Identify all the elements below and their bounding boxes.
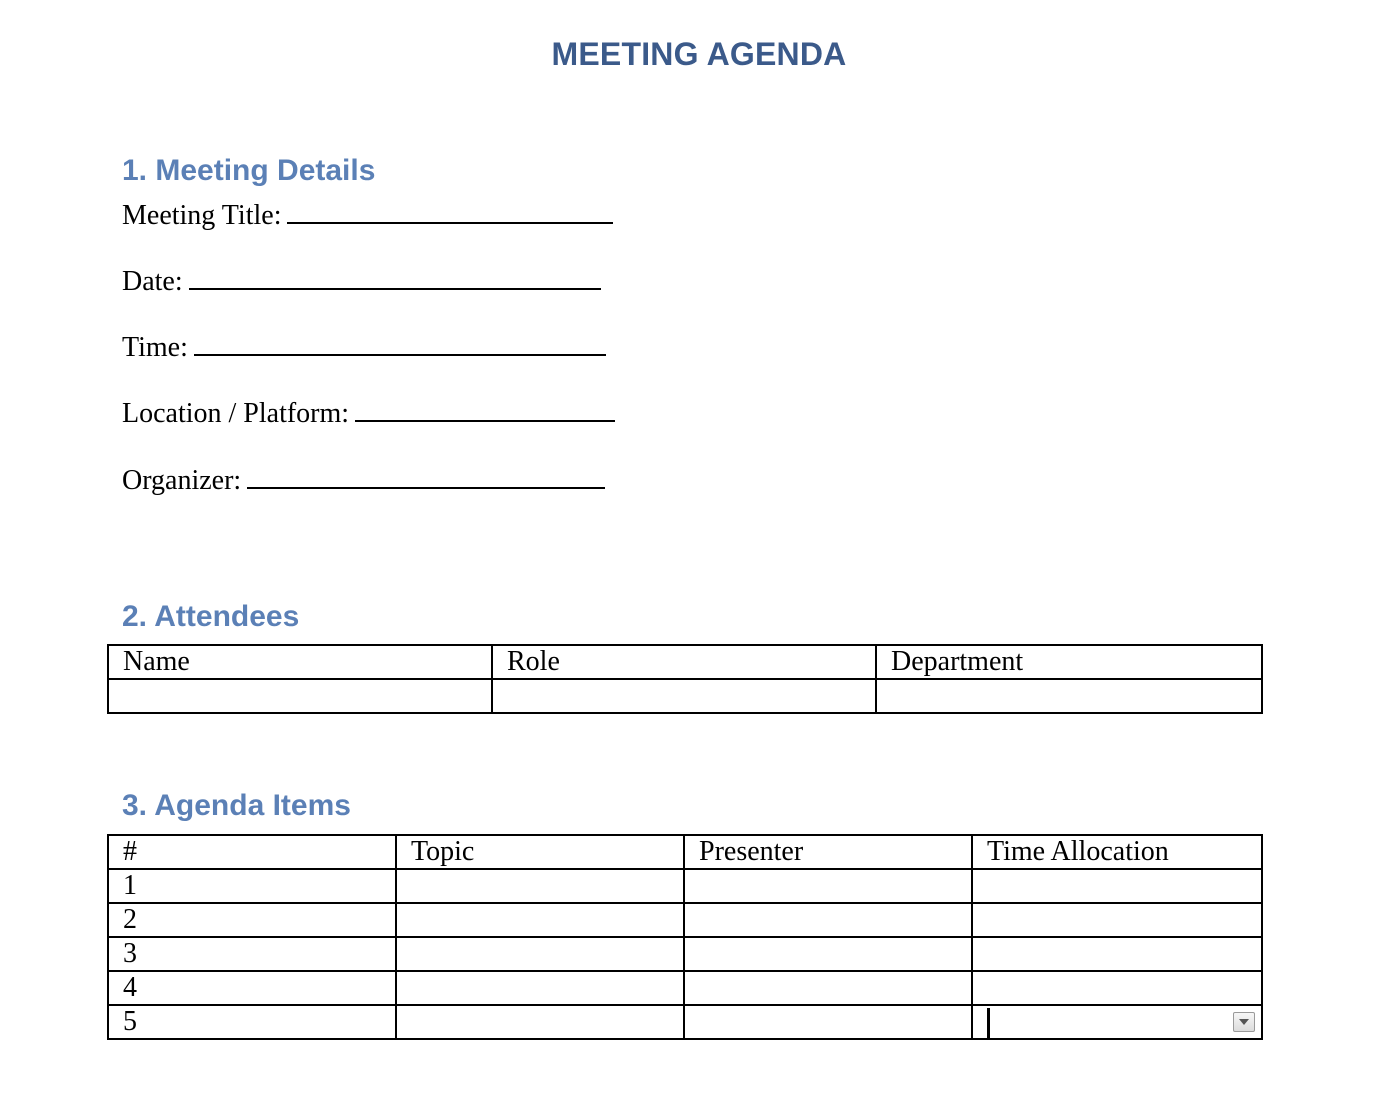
- column-header-role: Role: [492, 645, 876, 679]
- column-header-time-allocation: Time Allocation: [972, 835, 1262, 869]
- table-cell[interactable]: [972, 903, 1262, 937]
- field-time[interactable]: [122, 332, 606, 364]
- table-cell[interactable]: [108, 679, 492, 713]
- table-cell[interactable]: [492, 679, 876, 713]
- field-label: Organizer:: [122, 465, 242, 496]
- fill-line[interactable]: [194, 332, 606, 356]
- table-row: [108, 869, 1262, 903]
- fill-line[interactable]: [355, 398, 615, 422]
- section-heading-meeting-details: 1. Meeting Details: [122, 154, 376, 187]
- table-cell[interactable]: [396, 869, 684, 903]
- table-cell[interactable]: [972, 971, 1262, 1005]
- table-cell[interactable]: [396, 1005, 684, 1039]
- field-label: Meeting Title:: [122, 200, 282, 231]
- field-date[interactable]: [122, 266, 601, 298]
- document-title: MEETING AGENDA: [551, 36, 847, 72]
- table-cell[interactable]: [684, 971, 972, 1005]
- column-header-topic: Topic: [396, 835, 684, 869]
- table-cell[interactable]: [684, 1005, 972, 1039]
- table-row: [108, 1005, 1262, 1039]
- table-header-row: [108, 835, 1262, 869]
- fill-line[interactable]: [287, 200, 613, 224]
- table-cell[interactable]: [876, 679, 1262, 713]
- chevron-down-icon[interactable]: [1233, 1012, 1255, 1032]
- attendees-table: [107, 644, 1263, 714]
- agenda-items-table: [107, 834, 1263, 1040]
- column-header-department: Department: [876, 645, 1262, 679]
- table-cell[interactable]: [684, 869, 972, 903]
- table-cell[interactable]: [972, 937, 1262, 971]
- table-row: [108, 903, 1262, 937]
- table-cell[interactable]: [972, 869, 1262, 903]
- column-header-number: #: [108, 835, 396, 869]
- text-cursor: [987, 1008, 990, 1039]
- table-cell[interactable]: [684, 903, 972, 937]
- time-allocation-active-cell[interactable]: [972, 1005, 1262, 1039]
- field-organizer[interactable]: [122, 465, 605, 497]
- table-row: [108, 679, 1262, 713]
- row-number: 3: [108, 937, 396, 971]
- table-cell[interactable]: [396, 903, 684, 937]
- column-header-presenter: Presenter: [684, 835, 972, 869]
- table-header-row: [108, 645, 1262, 679]
- fill-line[interactable]: [189, 266, 601, 290]
- section-heading-attendees: 2. Attendees: [122, 600, 300, 633]
- row-number: 2: [108, 903, 396, 937]
- fill-line[interactable]: [247, 465, 605, 489]
- field-label: Location / Platform:: [122, 398, 350, 429]
- section-heading-agenda-items: 3. Agenda Items: [122, 789, 351, 822]
- field-location-platform[interactable]: [122, 398, 615, 430]
- row-number: 1: [108, 869, 396, 903]
- row-number: 5: [108, 1005, 396, 1039]
- field-label: Date:: [122, 266, 183, 297]
- table-cell[interactable]: [684, 937, 972, 971]
- field-label: Time:: [122, 332, 188, 363]
- field-meeting-title[interactable]: [122, 200, 613, 232]
- row-number: 4: [108, 971, 396, 1005]
- table-row: [108, 971, 1262, 1005]
- table-cell[interactable]: [396, 937, 684, 971]
- table-row: [108, 937, 1262, 971]
- column-header-name: Name: [108, 645, 492, 679]
- table-cell[interactable]: [396, 971, 684, 1005]
